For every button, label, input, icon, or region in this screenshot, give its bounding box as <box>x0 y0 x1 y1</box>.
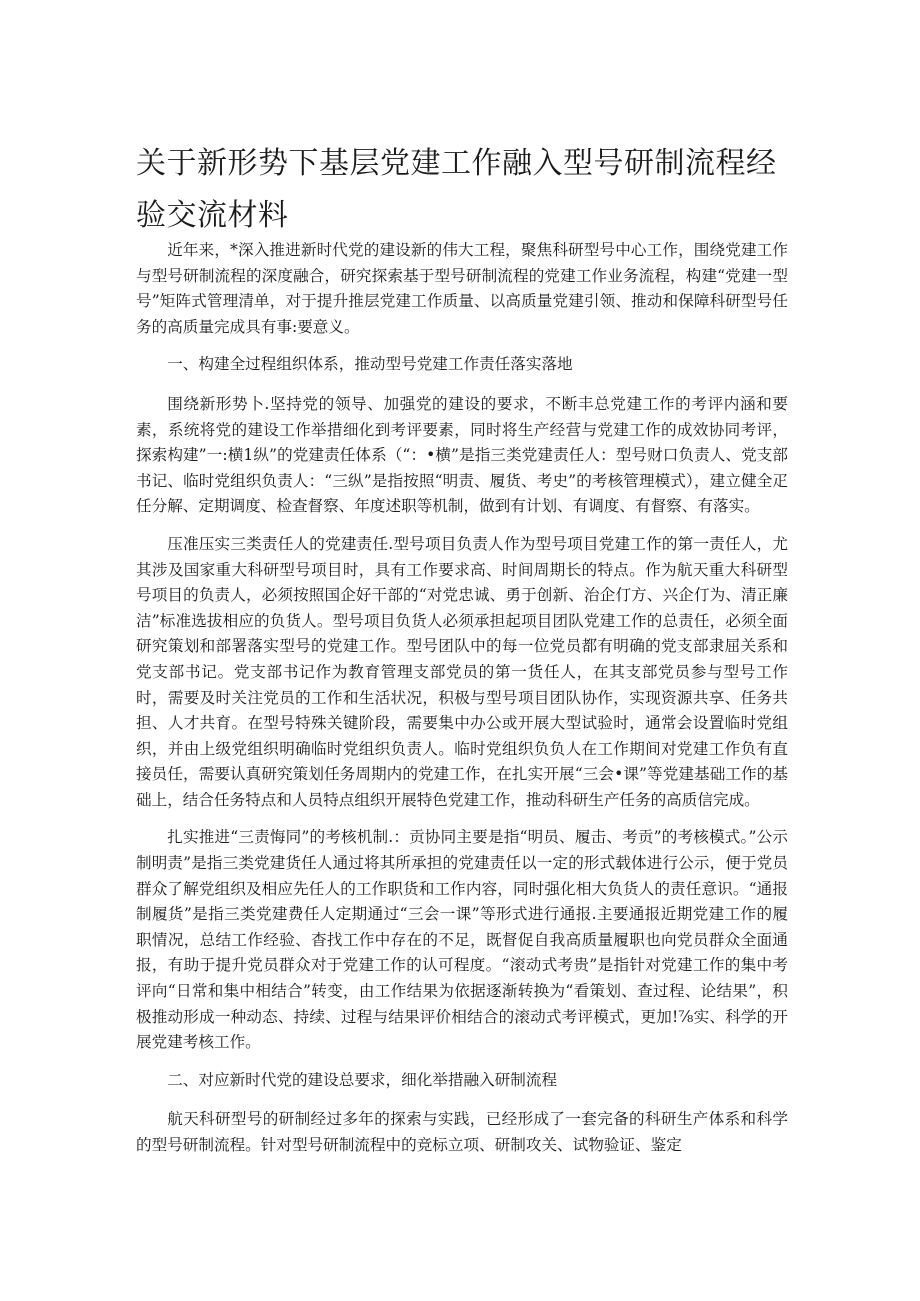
document-title: 关于新形势下基层党建工作融入型号研制流程经验交流材料 <box>136 146 777 233</box>
paragraph-three-responsible-persons: 压准压实三类责任人的党建责任.型号项目负责人作为型号项目党建工作的第一责任人，尤其涉及国家重大科研型号项目时，具有工作要求高、时间周期长的特点。作为航天重大科研型号项目的负责人，必须按照国企好干部的“对党忠诚、勇于创新、治企仃方、兴企仃为、清正廉洁”标准选拔相应的负货人。型号项目负货人必须承担起项目团队党建工作的总责任，必须全面研究策划和部署落实型号的党建工作。型号团队中的每一位党员都有明确的党支部隶屈关系和党支部书记。党支部书记作为教育管理支部党员的第一货任人，在其支部党员参与型号工作时，需要及时关注党员的工作和生活状况，积极与型号项目团队协作，实现资源共享、任务共担、人才共育。在型号特殊关键阶段，需要集中办公或开展大型试验时，通常会设置临时党组织，并由上级党组织明确临时党组织负责人。临时党组织负负人在工作期间对党建工作负有直接员任，需要认真研究策划任务周期内的党建工作，在扎实开展“三会•课”等党建基础工作的基础上，结合任务特点和人员特点组织开展特色党建工作，推动科研生产任务的高质信完成。 <box>136 534 788 809</box>
paragraph-assessment-mechanism: 扎实推进“三责悔同”的考核机制.：贡协同主要是指“明员、履击、考贡”的考核模式。”公示制明责”是指三类党建货任人通过将其所承担的党建责任以一定的形式载体进行公示，便于党员群众了解党组织及相应先任人的工作职货和工作内容，同时强化相大负货人的责任意识。“通报制履货”是指三类党建费任人定期通过“三会一课”等形式进行通报.主要通报近期党建工作的履职情况，总结工作经验、杳找工作中存在的不足，既督促自我高质量履职也向党员群众全面通报，有助于提升党员群众对于党建工作的认可程度。“滚动式考贵”是指针对党建工作的集中考评向“日常和集中相结合”转变，由工作结果为依据逐渐转换为“看策划、查过程、论结果”，积极推动形成一种动态、持续、过程与结果评价相结合的滚动式考评模式，更加!⅞实、科学的开展党建考核工作。 <box>136 828 788 1052</box>
document-body <box>136 238 788 1171</box>
section-heading-2: 二、对应新时代党的建设总要求，细化举措融入研制流程 <box>167 1070 558 1089</box>
paragraph-intro: 近年来，*深入推进新时代党的建设新的伟大工程，聚焦科研型号中心工作，围绕党建工作与型号研制流程的深度融合，研究探索基于型号研制流程的党建工作业务流程，构建“党建一型号”矩阵式管理清单，对于提升推层党建工作质量、以高质量党建引领、推动和保障科研型号任务的高质量完成具有事:要意义。 <box>136 241 788 336</box>
section-heading-1: 一、构建全过程组织体系，推动型号党建工作责任落实落地 <box>167 355 573 374</box>
paragraph-development-process: 航天科研型号的研制经过多年的探索与实践，已经形成了一套完备的科研生产体系和科学的型号研制流程。针对型号研制流程中的竞标立项、研制攻关、试物验证、鉴定 <box>136 1110 788 1154</box>
paragraph-responsibility-system: 围绕新形势卜.坚持党的领导、加强党的建设的要求，不断丰总党建工作的考评内涵和要素，系统将党的建设工作举措细化到考评要素，同时将生产经营与党建工作的成效协同考评，探索构建”一:横1纵”的党建责任体系（“：•横”是指三类党建责任人：型号财口负责人、党支部书记、临时党组织负责人：“三纵”是指按照“明责、履货、考史”的考核管理模式），建立健全疋任分解、定期调度、检查督察、年度述职等机制，做到有计划、有调度、有督察、有落实。 <box>136 394 788 516</box>
